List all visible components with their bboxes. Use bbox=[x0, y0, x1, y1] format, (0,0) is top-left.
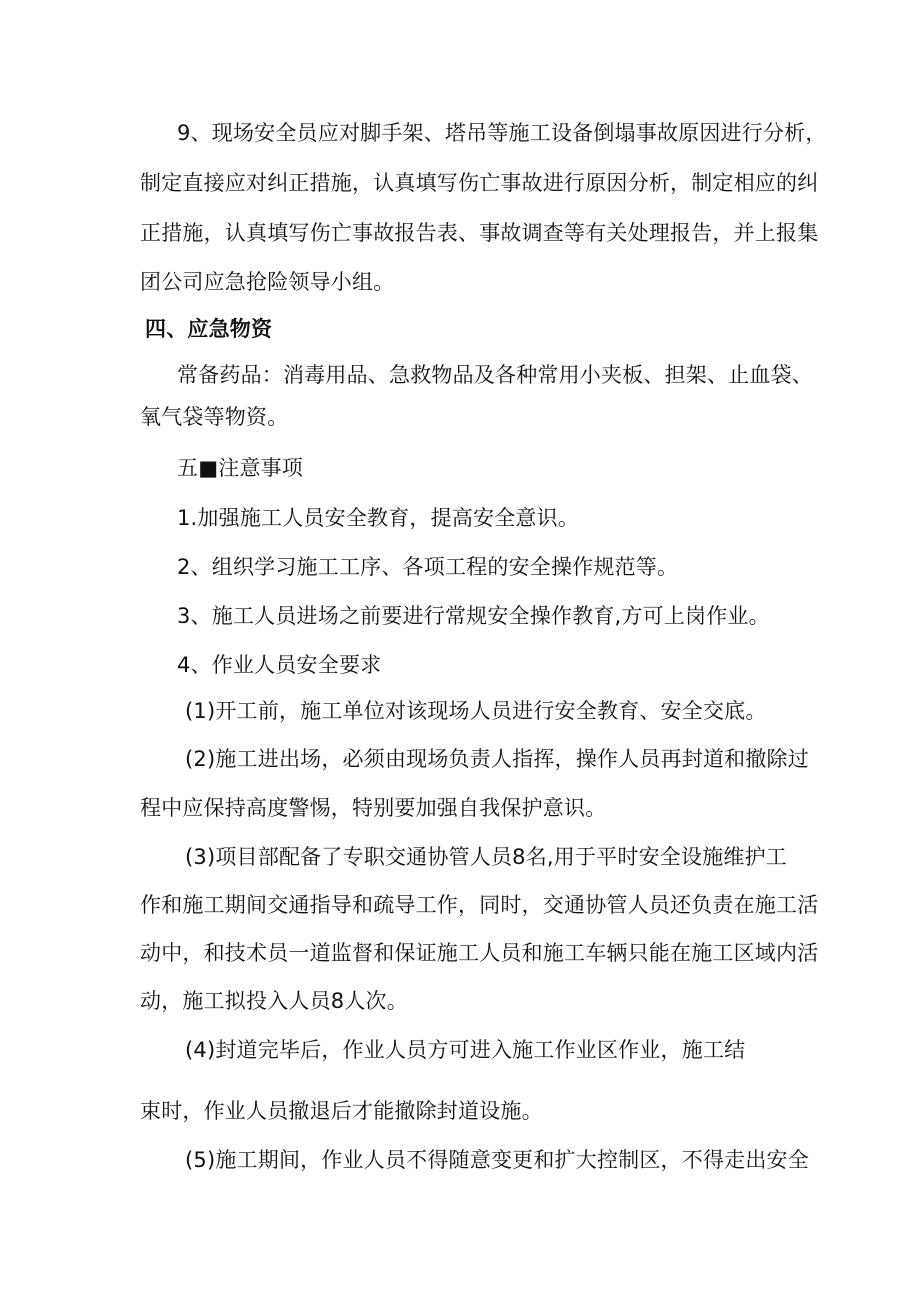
paragraph-line: 动中，和技术员一道监督和保证施工人员和施工车辆只能在施工区域内活 bbox=[140, 941, 819, 965]
sub-list-item: (2)施工进出场，必须由现场负责人指挥，操作人员再封道和撤除过 bbox=[185, 747, 809, 771]
sub-list-item: (4)封道完毕后，作业人员方可进入施工作业区作业，施工结 bbox=[185, 1038, 746, 1062]
list-item: 2、组织学习施工工序、各项工程的安全操作规范等。 bbox=[177, 555, 679, 579]
paragraph-line: 团公司应急抢险领导小组。 bbox=[140, 270, 395, 294]
section-heading: 五■注意事项 bbox=[177, 456, 304, 480]
paragraph-line: 作和施工期间交通指导和疏导工作，同时，交通协管人员还负责在施工活 bbox=[140, 893, 819, 917]
paragraph-line: 制定直接应对纠正措施，认真填写伤亡事故进行原因分析，制定相应的纠 bbox=[140, 171, 819, 195]
paragraph-line: 程中应保持高度警惕，特别要加强自我保护意识。 bbox=[140, 796, 607, 820]
section-heading: 四、应急物资 bbox=[145, 317, 273, 341]
list-item: 4、作业人员安全要求 bbox=[177, 653, 382, 677]
sub-list-item: (5)施工期间，作业人员不得随意变更和扩大控制区，不得走出安全 bbox=[185, 1148, 809, 1172]
list-item: 3、施工人员进场之前要进行常规安全操作教育,方可上岗作业。 bbox=[177, 604, 770, 628]
paragraph-line: 动，施工拟投入人员8人次。 bbox=[140, 989, 408, 1013]
paragraph-line: 氧气袋等物资。 bbox=[140, 405, 289, 429]
paragraph-line: 束时，作业人员撤退后才能撤除封道设施。 bbox=[140, 1099, 543, 1123]
sub-list-item: (1)开工前，施工单位对该现场人员进行安全教育、安全交底。 bbox=[185, 699, 767, 723]
paragraph-line: 9、现场安全员应对脚手架、塔吊等施工设备倒塌事故原因进行分析， bbox=[177, 121, 827, 145]
paragraph-line: 正措施，认真填写伤亡事故报告表、事故调查等有关处理报告，并上报集 bbox=[140, 221, 819, 245]
sub-list-item: (3)项目部配备了专职交通协管人员8名,用于平时安全设施维护工 bbox=[185, 845, 787, 869]
paragraph-line: 常备药品：消毒用品、急救物品及各种常用小夹板、担架、止血袋、 bbox=[177, 363, 813, 387]
list-item: 1.加强施工人员安全教育，提高安全意识。 bbox=[177, 506, 580, 530]
